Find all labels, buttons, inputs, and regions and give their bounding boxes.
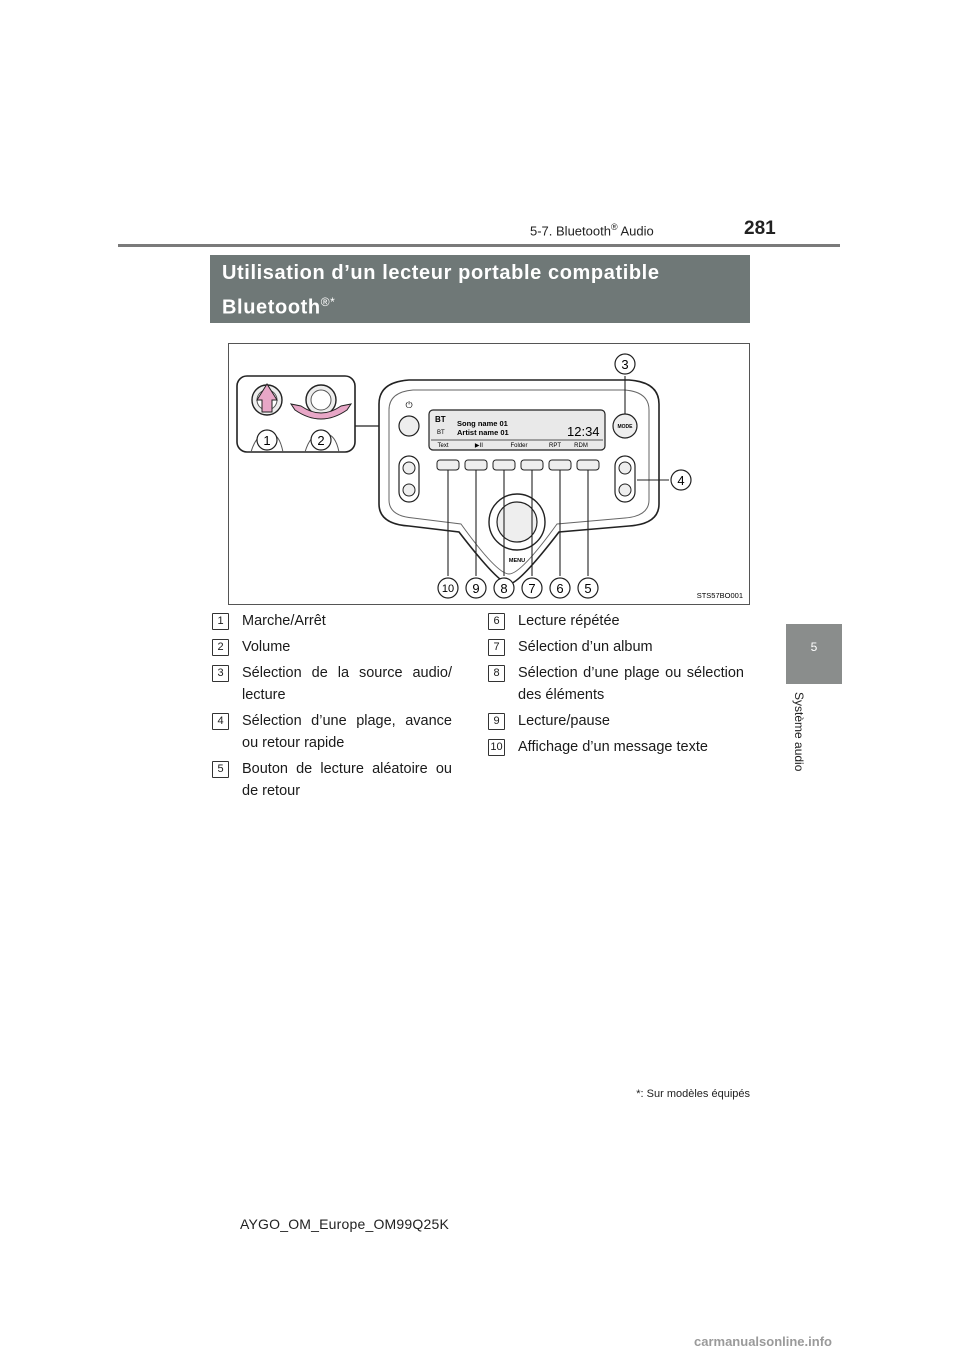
display-song: Song name 01 [457, 419, 508, 428]
list-item [488, 736, 744, 758]
chapter-number: 5 [810, 640, 818, 654]
list-item [212, 636, 452, 658]
callout-2: 2 [317, 433, 325, 448]
item-text: Sélection de la source audio/ lecture [242, 665, 452, 703]
list-item [488, 662, 744, 706]
chapter-label-text: Système audio [792, 692, 806, 772]
legend-list-left [212, 610, 452, 806]
footer-document-code: AYGO_OM_Europe_OM99Q25K [240, 1216, 449, 1232]
chapter-tab [786, 624, 842, 684]
callout-4: 4 [677, 473, 685, 488]
item-number: 3 [212, 665, 229, 682]
item-text: Sélection d’une plage ou sélection des éléments [518, 665, 744, 703]
title-star: * [330, 295, 336, 309]
display-time: 12:34 [567, 424, 600, 439]
item-number: 10 [488, 739, 505, 756]
list-item [212, 758, 452, 802]
footnote: *: Sur modèles équipés [636, 1088, 750, 1100]
phone-pickup-button [403, 462, 415, 474]
chapter-label [770, 692, 850, 812]
figure-code: STS57BO001 [696, 591, 743, 600]
power-icon: ⏻ [405, 401, 413, 411]
display-source: BT [437, 430, 445, 436]
softkey-rdm: RDM [574, 443, 588, 449]
preset-button-2 [465, 460, 487, 470]
phone-hangup-button [403, 484, 415, 496]
section-prefix: 5-7. Bluetooth [530, 223, 611, 239]
registered-mark: ® [610, 222, 618, 232]
preset-button-6 [577, 460, 599, 470]
callout-7: 7 [528, 581, 536, 596]
watermark: carmanualsonline.info [694, 1334, 832, 1349]
item-text: Bouton de lecture aléatoire ou de retour [242, 761, 452, 799]
item-number: 2 [212, 639, 229, 656]
callout-6: 6 [556, 581, 564, 596]
list-item [488, 710, 744, 732]
softkey-folder: Folder [510, 443, 528, 449]
list-item [212, 662, 452, 706]
page-title [222, 259, 742, 323]
callout-5: 5 [584, 581, 592, 596]
volume-knob-center [311, 390, 331, 410]
menu-knob [497, 502, 537, 542]
item-number: 7 [488, 639, 505, 656]
item-text: Marche/Arrêt [242, 613, 326, 629]
item-text: Lecture/pause [518, 713, 610, 729]
list-item [488, 610, 744, 632]
softkey-rpt: RPT [549, 443, 561, 449]
item-number: 5 [212, 761, 229, 778]
item-number: 6 [488, 613, 505, 630]
page-title-text: Utilisation d’un lecteur portable compatible Bluetooth [222, 262, 660, 319]
callout-9: 9 [472, 581, 480, 596]
menu-knob-label: MENU [508, 558, 526, 564]
seek-up-button [619, 462, 631, 474]
list-item [212, 610, 452, 632]
softkey-text: Text [437, 443, 449, 449]
item-text: Sélection d’un album [518, 639, 653, 655]
item-number: 9 [488, 713, 505, 730]
softkey-play-pause: ▶II [474, 442, 484, 449]
title-registered-mark: ® [320, 295, 331, 309]
callout-1: 1 [263, 433, 271, 448]
callout-3: 3 [621, 357, 629, 372]
audio-unit-illustration [229, 344, 749, 604]
section-heading [530, 222, 654, 238]
list-item [488, 636, 744, 658]
item-number: 1 [212, 613, 229, 630]
preset-button-3 [493, 460, 515, 470]
header-rule [118, 244, 840, 247]
section-suffix: Audio [617, 223, 654, 239]
display-bt-logo: BT [435, 415, 446, 424]
preset-button-4 [521, 460, 543, 470]
item-text: Lecture répétée [518, 613, 620, 629]
display-artist: Artist name 01 [457, 428, 509, 437]
callout-10: 10 [441, 583, 455, 595]
preset-button-1 [437, 460, 459, 470]
audio-unit-figure [228, 343, 750, 605]
item-number: 8 [488, 665, 505, 682]
page-number: 281 [744, 218, 776, 239]
list-item [212, 710, 452, 754]
power-button [399, 416, 419, 436]
item-text: Volume [242, 639, 291, 655]
seek-down-button [619, 484, 631, 496]
mode-button-label: MODE [617, 424, 633, 430]
item-text: Sélection d’une plage, avance ou retour rapide [242, 713, 452, 751]
preset-button-5 [549, 460, 571, 470]
item-text: Affichage d’un message texte [518, 739, 708, 755]
callout-8: 8 [500, 581, 508, 596]
item-number: 4 [212, 713, 229, 730]
legend-list-right [488, 610, 744, 762]
